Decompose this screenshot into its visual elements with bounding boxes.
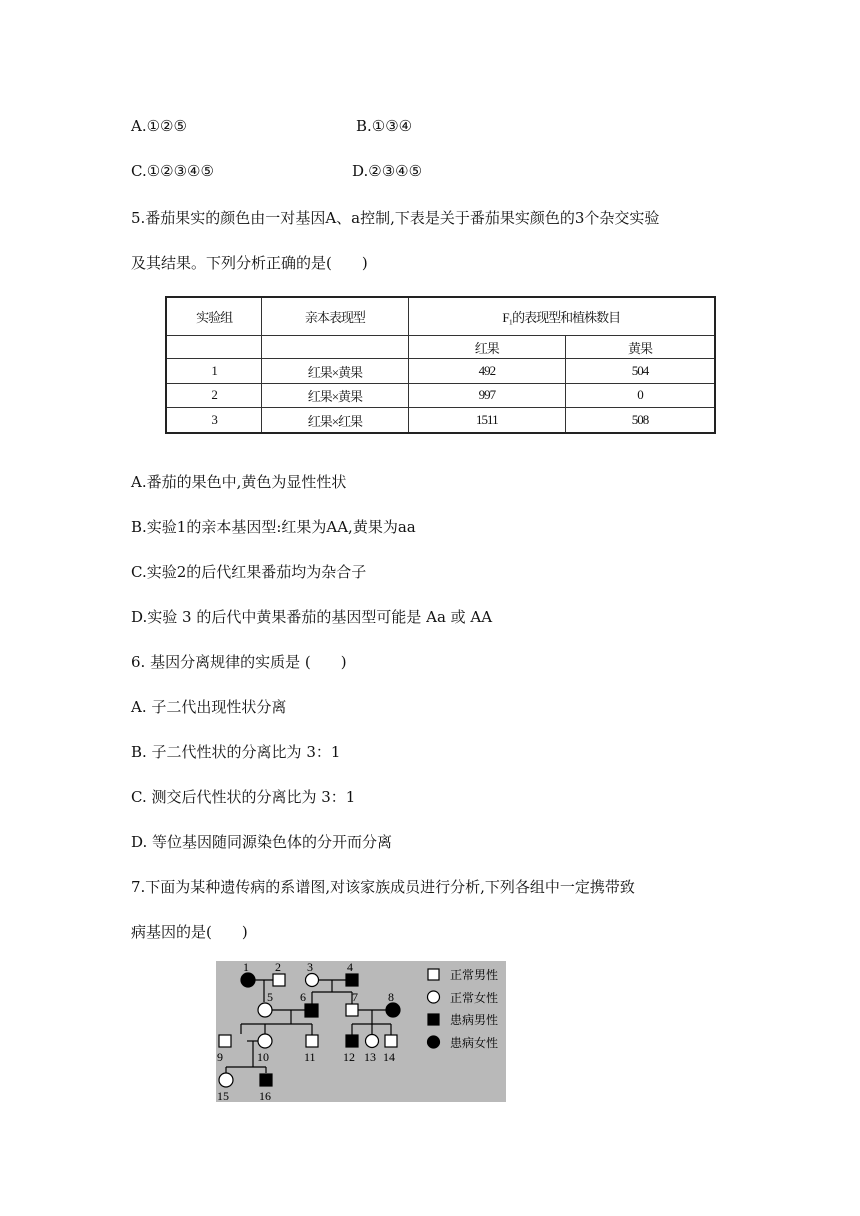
table-subheader-empty bbox=[166, 336, 262, 359]
q5-option-b: B.实验1的亲本基因型:红果为AA,黄果为aa bbox=[131, 518, 416, 536]
legend-label: 正常女性 bbox=[450, 991, 499, 1005]
q6-option-a: A. 子二代出现性状分离 bbox=[131, 698, 287, 716]
individual-label: 9 bbox=[217, 1050, 223, 1064]
table-header-f1: F₁的表现型和植株数目 bbox=[408, 297, 715, 336]
table-cell-yellow: 504 bbox=[566, 359, 715, 383]
normal-male-icon bbox=[428, 969, 439, 980]
individual-label: 13 bbox=[364, 1050, 376, 1064]
pedigree-chart bbox=[216, 961, 506, 1102]
table-row bbox=[166, 408, 715, 433]
q6-stem: 6. 基因分离规律的实质是 ( ) bbox=[131, 653, 347, 671]
individual-label: 8 bbox=[388, 990, 394, 1004]
table-row bbox=[166, 359, 715, 383]
individual-label: 14 bbox=[383, 1050, 395, 1064]
individual-label: 16 bbox=[259, 1089, 271, 1102]
pedigree-svg bbox=[216, 961, 506, 1102]
individual-label: 12 bbox=[343, 1050, 355, 1064]
individual-label: 5 bbox=[267, 990, 273, 1004]
q7-stem-line1: 7.下面为某种遗传病的系谱图,对该家族成员进行分析,下列各组中一定携带致 bbox=[131, 878, 635, 896]
table-header-parents: 亲本表现型 bbox=[262, 297, 408, 336]
individual-label: 15 bbox=[217, 1089, 229, 1102]
table-cell-red: 997 bbox=[408, 383, 565, 407]
q7-stem-line2: 病基因的是( ) bbox=[131, 923, 248, 941]
q5-stem-line1: 5.番茄果实的颜色由一对基因A、a控制,下表是关于番茄果实颜色的3个杂交实验 bbox=[131, 209, 660, 227]
q6-option-d: D. 等位基因随同源染色体的分开而分离 bbox=[131, 833, 393, 851]
pedigree-legend bbox=[428, 967, 499, 1050]
affected-male-icon bbox=[305, 1004, 318, 1017]
table-cell-group: 3 bbox=[166, 408, 262, 433]
legend-label: 患病男性 bbox=[450, 1013, 499, 1027]
individual-label: 4 bbox=[347, 961, 353, 974]
table-cell-red: 492 bbox=[408, 359, 565, 383]
individual-label: 10 bbox=[257, 1050, 269, 1064]
individual-label: 3 bbox=[307, 961, 313, 974]
table-row bbox=[166, 383, 715, 407]
individual-label: 2 bbox=[275, 961, 281, 974]
legend-label: 正常男性 bbox=[450, 968, 499, 982]
experiment-table bbox=[165, 296, 716, 434]
table-subheader-red: 红果 bbox=[408, 336, 565, 359]
normal-female-icon bbox=[258, 1034, 272, 1048]
normal-male-icon bbox=[306, 1035, 318, 1047]
affected-female-icon bbox=[241, 973, 255, 987]
q5-stem-line2: 及其结果。下列分析正确的是( ) bbox=[131, 254, 368, 272]
q5-option-a: A.番茄的果色中,黄色为显性性状 bbox=[131, 473, 347, 491]
table-cell-group: 2 bbox=[166, 383, 262, 407]
normal-male-icon bbox=[219, 1035, 231, 1047]
normal-female-icon bbox=[219, 1073, 233, 1087]
pedigree-symbols bbox=[219, 973, 400, 1087]
table-header-group: 实验组 bbox=[166, 297, 262, 336]
q5-option-d: D.实验 3 的后代中黄果番茄的基因型可能是 Aa 或 AA bbox=[131, 608, 493, 626]
affected-male-icon bbox=[346, 1035, 358, 1047]
individual-label: 11 bbox=[304, 1050, 316, 1064]
table-cell-group: 1 bbox=[166, 359, 262, 383]
q4-option-d: D.②③④⑤ bbox=[352, 162, 423, 180]
table-cell-parents: 红果×黄果 bbox=[262, 359, 408, 383]
normal-female-icon bbox=[366, 1035, 379, 1048]
q4-option-c: C.①②③④⑤ bbox=[131, 162, 214, 180]
normal-female-icon bbox=[258, 1003, 272, 1017]
affected-male-icon bbox=[346, 974, 358, 986]
q4-option-b: B.①③④ bbox=[356, 117, 413, 135]
q4-option-a: A.①②⑤ bbox=[131, 117, 187, 135]
individual-label: 7 bbox=[352, 990, 358, 1004]
individual-label: 1 bbox=[243, 961, 249, 974]
table-cell-yellow: 0 bbox=[566, 383, 715, 407]
normal-male-icon bbox=[346, 1004, 358, 1016]
normal-female-icon bbox=[306, 974, 319, 987]
legend-label: 患病女性 bbox=[450, 1036, 499, 1050]
table-subheader-yellow: 黄果 bbox=[566, 336, 715, 359]
affected-female-icon bbox=[386, 1003, 400, 1017]
table-cell-parents: 红果×红果 bbox=[262, 408, 408, 433]
affected-male-icon bbox=[428, 1014, 439, 1025]
individual-label: 6 bbox=[300, 990, 306, 1004]
normal-male-icon bbox=[273, 974, 285, 986]
normal-male-icon bbox=[385, 1035, 397, 1047]
table-cell-yellow: 508 bbox=[566, 408, 715, 433]
q6-option-c: C. 测交后代性状的分离比为 3：1 bbox=[131, 788, 356, 806]
q5-option-c: C.实验2的后代红果番茄均为杂合子 bbox=[131, 563, 367, 581]
q6-option-b: B. 子二代性状的分离比为 3：1 bbox=[131, 743, 341, 761]
table-cell-red: 1511 bbox=[408, 408, 565, 433]
table-cell-parents: 红果×黄果 bbox=[262, 383, 408, 407]
affected-female-icon bbox=[428, 1036, 440, 1048]
affected-male-icon bbox=[260, 1074, 272, 1086]
normal-female-icon bbox=[428, 991, 440, 1003]
table-subheader-empty bbox=[262, 336, 408, 359]
